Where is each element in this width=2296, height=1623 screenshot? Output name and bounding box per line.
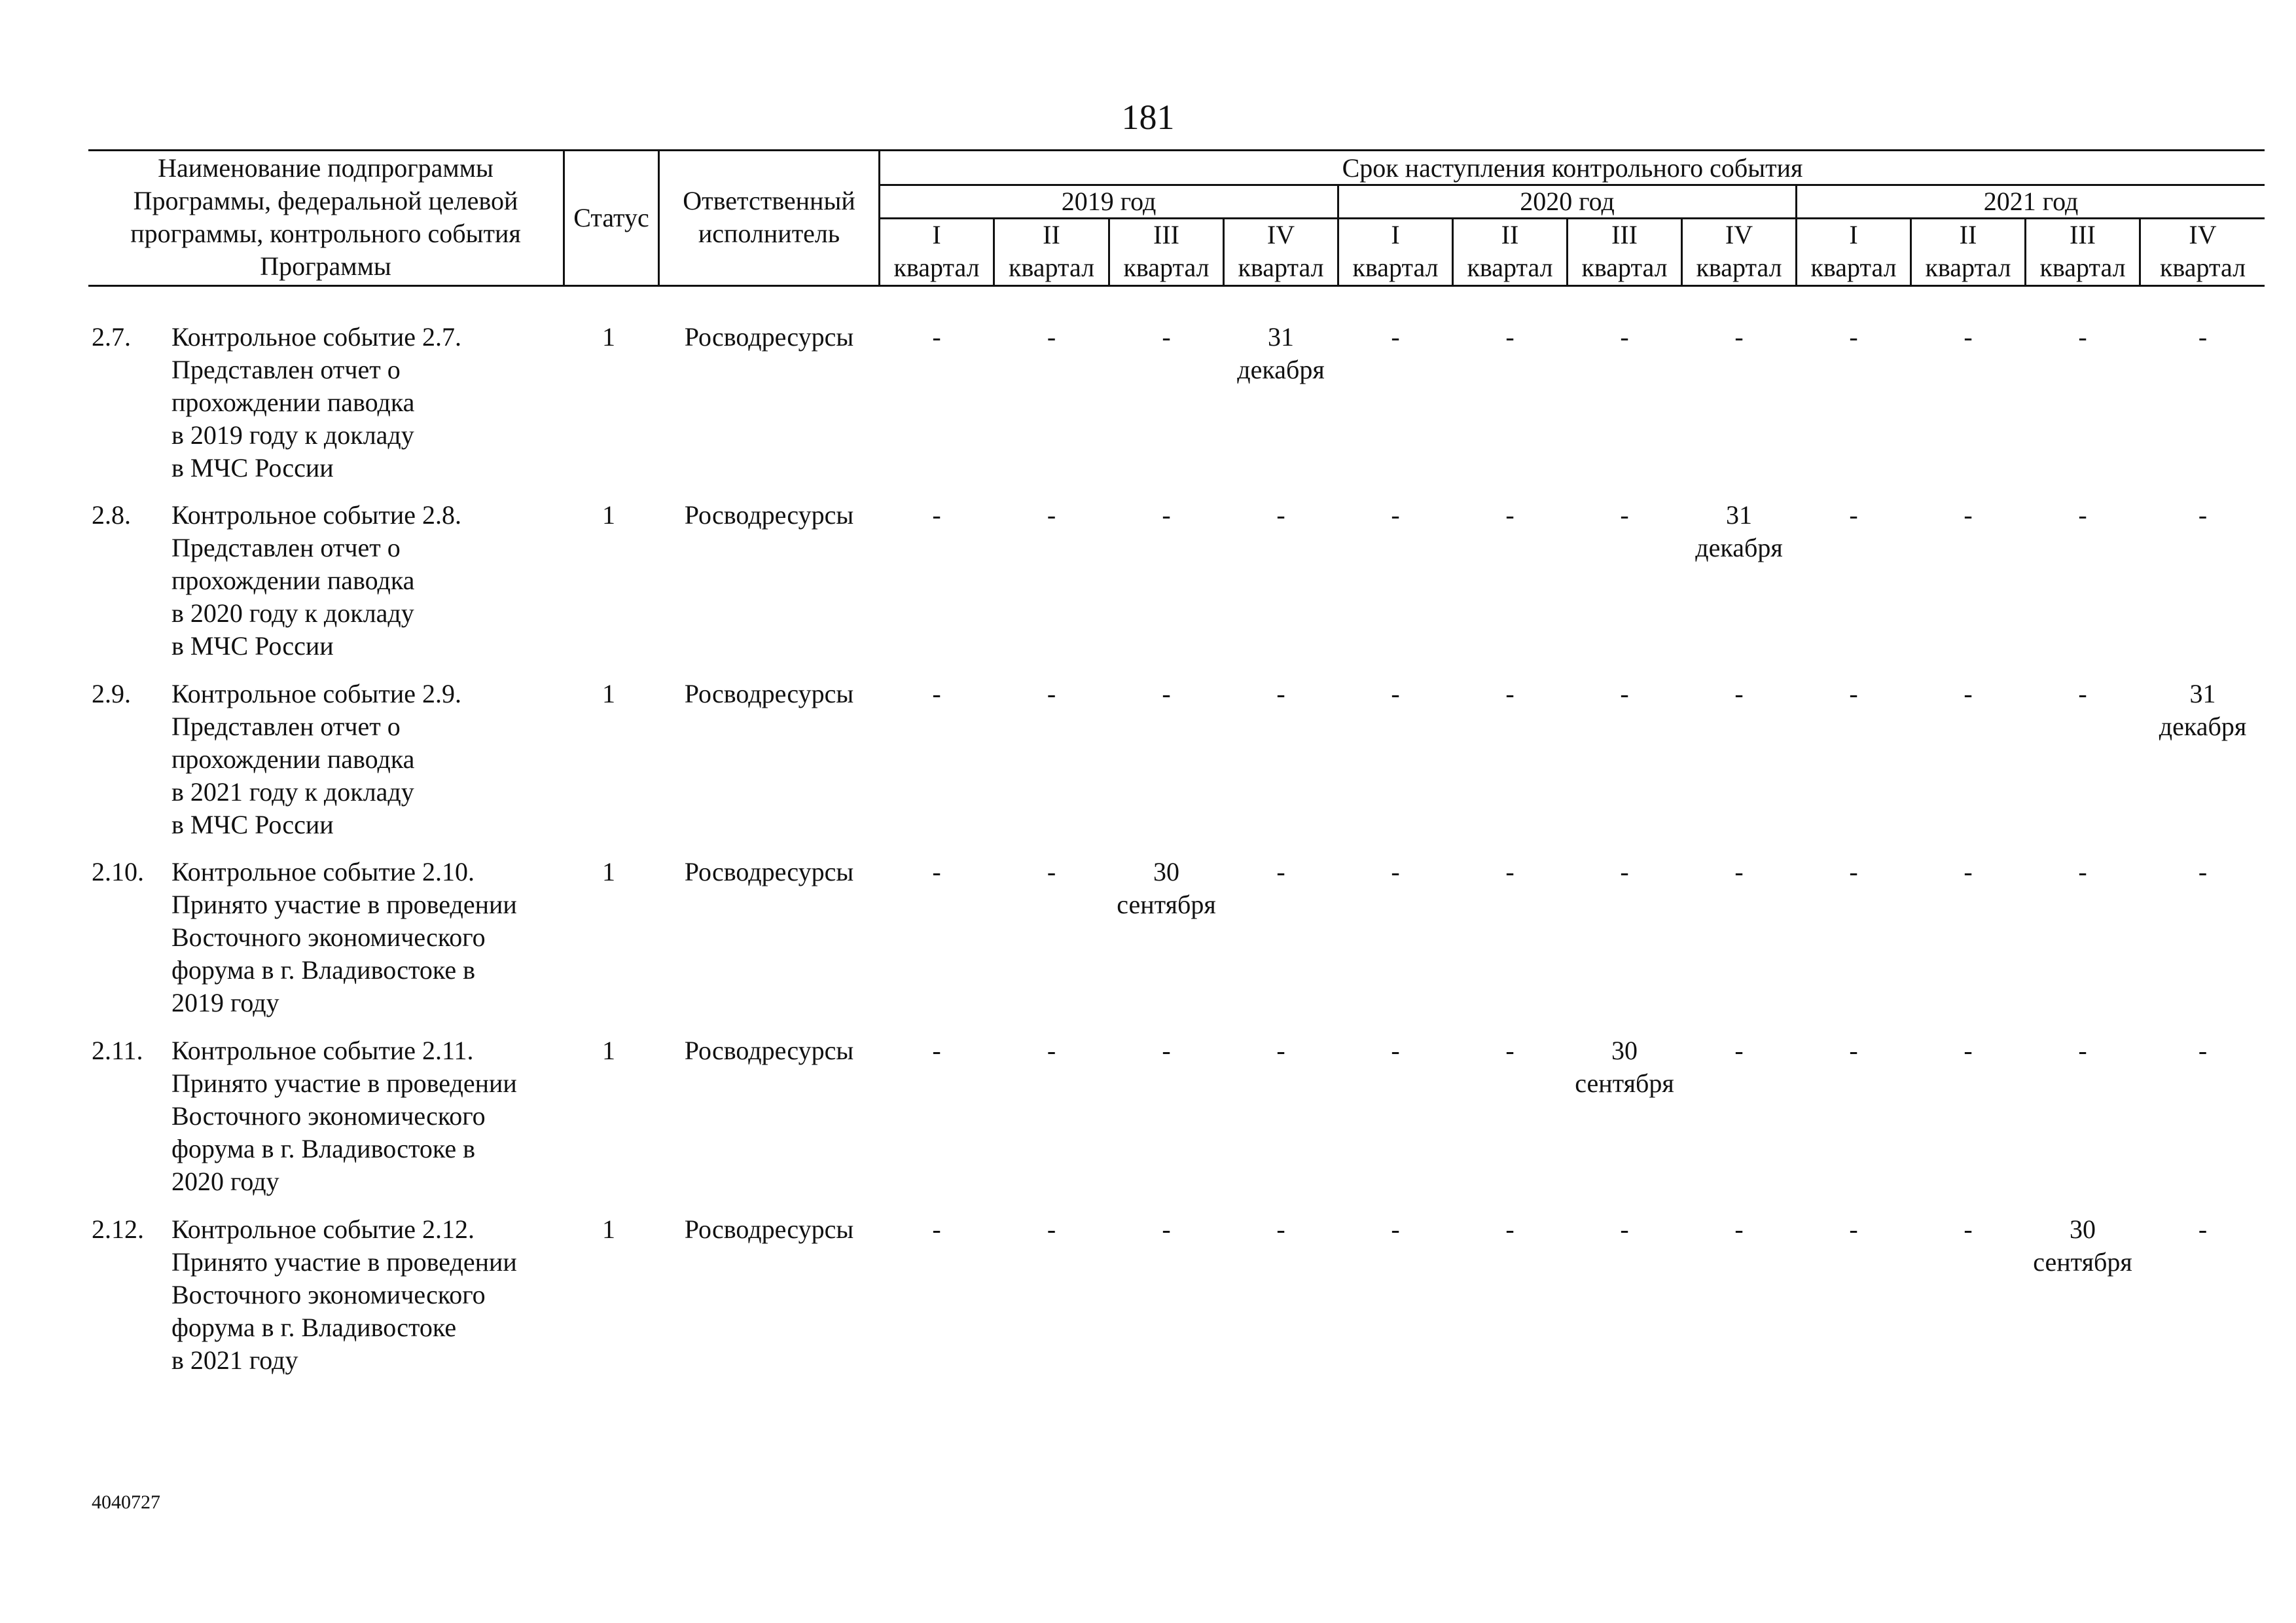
quarter-deadline-cell: - [1047,1214,1056,1244]
quarter-deadline-cell: - [2078,322,2087,352]
quarter-deadline-cell: 31 декабря [2159,679,2247,741]
quarter-deadline-cell: - [1276,679,1285,708]
header-status-column: Статус [573,203,649,232]
event-title: Контрольное событие 2.9. Представлен отчет о прохождении паводка в 2021 году к докладу в МЧС России [171,679,462,839]
quarter-deadline-cell: - [1505,500,1515,530]
quarter-header: III квартал [2039,220,2126,282]
quarter-deadline-cell: - [1162,679,1171,708]
quarter-deadline-cell: - [1964,500,1973,530]
quarter-header: I квартал [893,220,980,282]
responsible-executor: Росводресурсы [684,1036,854,1065]
page-number: 181 [1121,98,1175,137]
event-status: 1 [602,1214,615,1244]
event-status: 1 [602,857,615,886]
row-number: 2.8. [92,500,131,530]
quarter-deadline-cell: - [1505,1214,1515,1244]
quarter-deadline-cell: - [1964,857,1973,886]
event-title: Контрольное событие 2.8. Представлен отчет о прохождении паводка в 2020 году к докладу в МЧС России [171,500,462,661]
header-year-2019: 2019 год [1061,187,1157,216]
quarter-header: II квартал [1467,220,1553,282]
quarter-deadline-cell: - [1391,679,1400,708]
quarter-deadline-cell: - [1849,1036,1858,1065]
row-number: 2.11. [92,1036,143,1065]
quarter-deadline-cell: 30 сентября [2033,1214,2132,1277]
event-status: 1 [602,679,615,708]
quarter-deadline-cell: - [1505,857,1515,886]
quarter-deadline-cell: - [2198,1036,2208,1065]
quarter-deadline-cell: - [1047,857,1056,886]
event-title: Контрольное событие 2.11. Принято участие в проведении Восточного экономического форума в г. Владивостоке в 2020 году [171,1036,517,1196]
quarter-deadline-cell: - [2078,679,2087,708]
quarter-deadline-cell: - [1391,1036,1400,1065]
quarter-deadline-cell: - [1391,857,1400,886]
quarter-deadline-cell: - [1391,1214,1400,1244]
responsible-executor: Росводресурсы [684,1214,854,1244]
quarter-deadline-cell: - [1849,1214,1858,1244]
event-title: Контрольное событие 2.12. Принято участие в проведении Восточного экономического форума в г. Владивостоке в 2021 году [171,1214,517,1375]
quarter-deadline-cell: - [1734,857,1744,886]
quarter-deadline-cell: - [1391,500,1400,530]
quarter-deadline-cell: - [1047,679,1056,708]
quarter-deadline-cell: - [2198,1214,2208,1244]
event-status: 1 [602,322,615,352]
quarter-deadline-cell: - [1734,1036,1744,1065]
row-number: 2.7. [92,322,131,352]
quarter-deadline-cell: - [1964,1036,1973,1065]
quarter-header: IV квартал [2159,220,2246,282]
quarter-deadline-cell: - [1047,322,1056,352]
quarter-header: I квартал [1810,220,1897,282]
quarter-deadline-cell: - [1849,857,1858,886]
quarter-deadline-cell: - [2078,500,2087,530]
quarter-header: III квартал [1581,220,1668,282]
quarter-deadline-cell: - [1162,500,1171,530]
quarter-deadline-cell: - [1964,322,1973,352]
quarter-deadline-cell: - [1734,322,1744,352]
event-title: Контрольное событие 2.10. Принято участие в проведении Восточного экономического форума в г. Владивостоке в 2019 году [171,857,517,1017]
quarter-deadline-cell: - [932,679,941,708]
quarter-deadline-cell: - [932,500,941,530]
quarter-deadline-cell: - [1162,1214,1171,1244]
quarter-deadline-cell: - [932,1036,941,1065]
event-status: 1 [602,500,615,530]
quarter-header: IV квартал [1696,220,1782,282]
quarter-deadline-cell: - [1620,1214,1629,1244]
quarter-deadline-cell: - [2198,322,2208,352]
quarter-deadline-cell: - [932,1214,941,1244]
header-year-2021: 2021 год [1983,187,2079,216]
quarter-deadline-cell: - [1734,679,1744,708]
quarter-deadline-cell: - [1276,500,1285,530]
quarter-deadline-cell: 30 сентября [1575,1036,1674,1098]
quarter-deadline-cell: - [1620,500,1629,530]
responsible-executor: Росводресурсы [684,857,854,886]
quarter-deadline-cell: - [1964,679,1973,708]
header-executor-column: Ответственный исполнитель [683,186,855,248]
header-year-2020: 2020 год [1520,187,1615,216]
quarter-deadline-cell: - [1964,1214,1973,1244]
row-number: 2.12. [92,1214,144,1244]
quarter-deadline-cell: - [1047,1036,1056,1065]
event-status: 1 [602,1036,615,1065]
quarter-deadline-cell: - [1391,322,1400,352]
event-title: Контрольное событие 2.7. Представлен отчет о прохождении паводка в 2019 году к докладу в МЧС России [171,322,462,483]
quarter-deadline-cell: - [932,857,941,886]
quarter-header: I квартал [1352,220,1439,282]
quarter-deadline-cell: - [1276,1214,1285,1244]
row-number: 2.10. [92,857,144,886]
responsible-executor: Росводресурсы [684,679,854,708]
quarter-deadline-cell: - [1849,500,1858,530]
quarter-deadline-cell: - [2198,857,2208,886]
quarter-deadline-cell: - [1276,1036,1285,1065]
quarter-deadline-cell: - [1505,1036,1515,1065]
responsible-executor: Росводресурсы [684,500,854,530]
header-name-column: Наименование подпрограммы Программы, федеральной целевой программы, контрольного события Программы [130,153,521,281]
quarter-deadline-cell: 31 декабря [1695,500,1783,562]
quarter-deadline-cell: 30 сентября [1117,857,1216,919]
quarter-deadline-cell: - [1849,679,1858,708]
quarter-deadline-cell: - [1276,857,1285,886]
quarter-deadline-cell: - [1505,679,1515,708]
quarter-deadline-cell: - [2198,500,2208,530]
quarter-deadline-cell: - [1162,322,1171,352]
quarter-deadline-cell: - [932,322,941,352]
quarter-header: IV квартал [1238,220,1324,282]
quarter-deadline-cell: 31 декабря [1237,322,1325,384]
document-code: 4040727 [92,1491,160,1513]
quarter-deadline-cell: - [1620,679,1629,708]
quarter-deadline-cell: - [1849,322,1858,352]
quarter-deadline-cell: - [1734,1214,1744,1244]
quarter-deadline-cell: - [2078,857,2087,886]
quarter-deadline-cell: - [1620,322,1629,352]
row-number: 2.9. [92,679,131,708]
header-deadline-column: Срок наступления контрольного события [1342,153,1803,183]
quarter-deadline-cell: - [1047,500,1056,530]
quarter-header: III квартал [1123,220,1210,282]
quarter-deadline-cell: - [2078,1036,2087,1065]
quarter-deadline-cell: - [1162,1036,1171,1065]
quarter-header: II квартал [1008,220,1095,282]
responsible-executor: Росводресурсы [684,322,854,352]
quarter-deadline-cell: - [1505,322,1515,352]
quarter-deadline-cell: - [1620,857,1629,886]
quarter-header: II квартал [1925,220,2011,282]
